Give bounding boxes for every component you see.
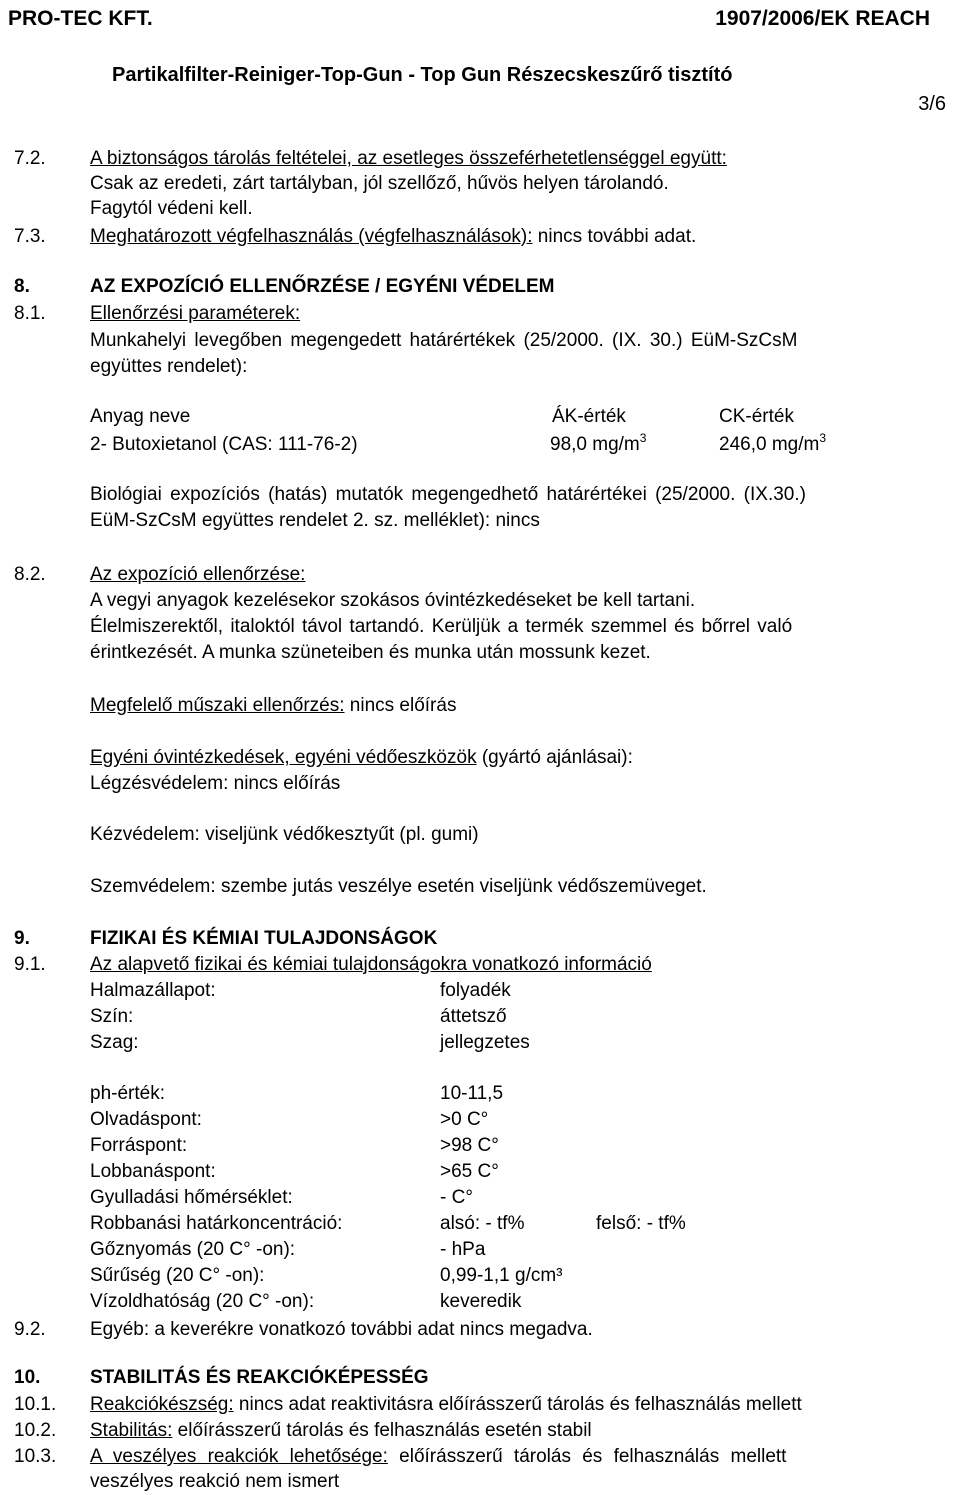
- property-label: Halmazállapot:: [90, 980, 216, 1001]
- technical-control: [90, 696, 456, 715]
- technical-control-label: Megfelelő műszaki ellenőrzés:: [90, 695, 345, 716]
- section-10-title: STABILITÁS ÉS REAKCIÓKÉPESSÉG: [90, 1367, 429, 1388]
- section-9-title: FIZIKAI ÉS KÉMIAI TULAJDONSÁGOK: [90, 928, 438, 949]
- table-header-name: Anyag neve: [90, 406, 191, 427]
- property-label: Szín:: [90, 1006, 134, 1027]
- property-value: - hPa: [440, 1239, 486, 1260]
- section-10-3-label: A veszélyes reakciók lehetősége:: [90, 1446, 388, 1467]
- section-7-3-text: [90, 227, 696, 246]
- section-10-3-text: [90, 1447, 786, 1466]
- section-9-2-text: Egyéb: a keverékre vonatkozó további adat nincs megadva.: [90, 1319, 593, 1340]
- section-8-2-line3: érintkezését. A munka szüneteiben és munka után mossunk kezet.: [90, 642, 651, 663]
- property-label: Gyulladási hőmérséklet:: [90, 1187, 293, 1208]
- property-value: - C°: [440, 1187, 473, 1208]
- property-value: 0,99-1,1 g/cm³: [440, 1265, 563, 1286]
- table-cell-name: 2- Butoxietanol (CAS: 111-76-2): [90, 434, 358, 455]
- section-9-1-number: 9.1.: [14, 954, 46, 975]
- ak-unit-exponent: 3: [639, 431, 647, 445]
- property-value: >65 C°: [440, 1161, 499, 1182]
- ppe-label: Egyéni óvintézkedések, egyéni védőeszközök: [90, 747, 477, 768]
- property-label: Lobbanáspont:: [90, 1161, 216, 1182]
- product-name: Partikalfilter-Reiniger-Top-Gun - Top Gun Részecskeszűrő tisztító: [112, 64, 733, 86]
- section-10-2-label: Stabilitás:: [90, 1420, 173, 1441]
- section-10-1-label: Reakciókészség:: [90, 1394, 234, 1415]
- ck-unit-exponent: 3: [819, 431, 827, 445]
- property-label: Vízoldhatóság (20 C° -on):: [90, 1291, 315, 1312]
- table-header-ck: CK-érték: [719, 406, 794, 427]
- section-10-3-value: előírásszerű tárolás és felhasználás mellett: [387, 1446, 787, 1467]
- section-8-2-line1: A vegyi anyagok kezelésekor szokásos óvintézkedéseket be kell tartani.: [90, 590, 696, 611]
- section-10-2-number: 10.2.: [14, 1420, 57, 1441]
- table-cell-ck: [719, 431, 827, 455]
- ppe-heading: [90, 748, 633, 767]
- section-10-number: 10.: [14, 1367, 41, 1388]
- section-7-2-number: 7.2.: [14, 148, 46, 169]
- property-label: Gőznyomás (20 C° -on):: [90, 1239, 296, 1260]
- property-value: >98 C°: [440, 1135, 499, 1156]
- property-value: folyadék: [440, 980, 511, 1001]
- section-10-1-number: 10.1.: [14, 1394, 57, 1415]
- section-8-1-title: Ellenőrzési paraméterek:: [90, 303, 301, 324]
- property-value: alsó: - tf%: [440, 1213, 525, 1234]
- property-value-secondary: felső: - tf%: [596, 1213, 686, 1234]
- bio-limits-line1: Biológiai expozíciós (hatás) mutatók megengedhető határértékei (25/2000. (IX.30.): [90, 484, 806, 505]
- section-9-2-number: 9.2.: [14, 1319, 46, 1340]
- section-10-3-number: 10.3.: [14, 1446, 57, 1467]
- section-10-1-value: nincs adat reaktivitásra előírásszerű tárolás és felhasználás mellett: [233, 1394, 802, 1415]
- eye-protection: Szemvédelem: szembe jutás veszélye esetén viseljünk védőszemüveget.: [90, 876, 707, 897]
- section-7-3-number: 7.3.: [14, 226, 46, 247]
- section-10-3-line2: veszélyes reakció nem ismert: [90, 1471, 340, 1492]
- section-9-number: 9.: [14, 928, 30, 949]
- section-8-title: AZ EXPOZÍCIÓ ELLENŐRZÉSE / EGYÉNI VÉDELEM: [90, 276, 555, 297]
- ak-value: 98,0 mg/m: [550, 434, 640, 455]
- ck-value: 246,0 mg/m: [719, 434, 820, 455]
- bio-limits-line2: EüM-SzCsM együttes rendelet 2. sz. melléklet): nincs: [90, 510, 540, 531]
- property-value: >0 C°: [440, 1109, 489, 1130]
- property-label: Olvadáspont:: [90, 1109, 202, 1130]
- section-7-3-title: Meghatározott végfelhasználás (végfelhasználások):: [90, 226, 533, 247]
- section-10-1-text: [90, 1395, 802, 1414]
- table-cell-ak: [550, 431, 647, 455]
- section-8-2-title: Az expozíció ellenőrzése:: [90, 564, 306, 585]
- property-label: Szag:: [90, 1032, 139, 1053]
- page-number: 3/6: [918, 93, 946, 115]
- section-9-1-title: Az alapvető fizikai és kémiai tulajdonságokra vonatkozó információ: [90, 954, 652, 975]
- ppe-note: (gyártó ajánlásai):: [476, 747, 633, 768]
- property-label: ph-érték:: [90, 1083, 165, 1104]
- section-7-2-title: A biztonságos tárolás feltételei, az esetleges összeférhetetlenséggel együtt:: [90, 148, 727, 169]
- property-value: jellegzetes: [440, 1032, 530, 1053]
- property-value: áttetsző: [440, 1006, 507, 1027]
- property-label: Forráspont:: [90, 1135, 188, 1156]
- hand-protection: Kézvédelem: viseljünk védőkesztyűt (pl. gumi): [90, 824, 479, 845]
- section-8-1-number: 8.1.: [14, 303, 46, 324]
- section-8-2-number: 8.2.: [14, 564, 46, 585]
- section-10-2-text: [90, 1421, 592, 1440]
- company-name: PRO-TEC KFT.: [8, 7, 153, 30]
- section-10-2-value: előírásszerű tárolás és felhasználás esetén stabil: [172, 1420, 592, 1441]
- property-value: 10-11,5: [440, 1083, 504, 1104]
- property-value: keveredik: [440, 1291, 522, 1312]
- section-7-2-line1: Csak az eredeti, zárt tartályban, jól szellőző, hűvös helyen tárolandó.: [90, 173, 669, 194]
- section-8-number: 8.: [14, 276, 30, 297]
- section-8-1-line1: Munkahelyi levegőben megengedett határértékek (25/2000. (IX. 30.) EüM-SzCsM: [90, 330, 798, 351]
- section-7-2-line2: Fagytól védeni kell.: [90, 198, 253, 219]
- technical-control-value: nincs előírás: [344, 695, 457, 716]
- section-8-1-line2: együttes rendelet):: [90, 356, 248, 377]
- respiratory-protection: Légzésvédelem: nincs előírás: [90, 773, 341, 794]
- table-header-ak: ÁK-érték: [552, 406, 626, 427]
- property-label: Sűrűség (20 C° -on):: [90, 1265, 265, 1286]
- section-8-2-line2: Élelmiszerektől, italoktól távol tartandó. Kerüljük a termék szemmel és bőrrel való: [90, 616, 793, 637]
- section-7-3-value: nincs további adat.: [532, 226, 697, 247]
- property-label: Robbanási határkoncentráció:: [90, 1213, 343, 1234]
- regulation-label: 1907/2006/EK REACH: [715, 7, 930, 30]
